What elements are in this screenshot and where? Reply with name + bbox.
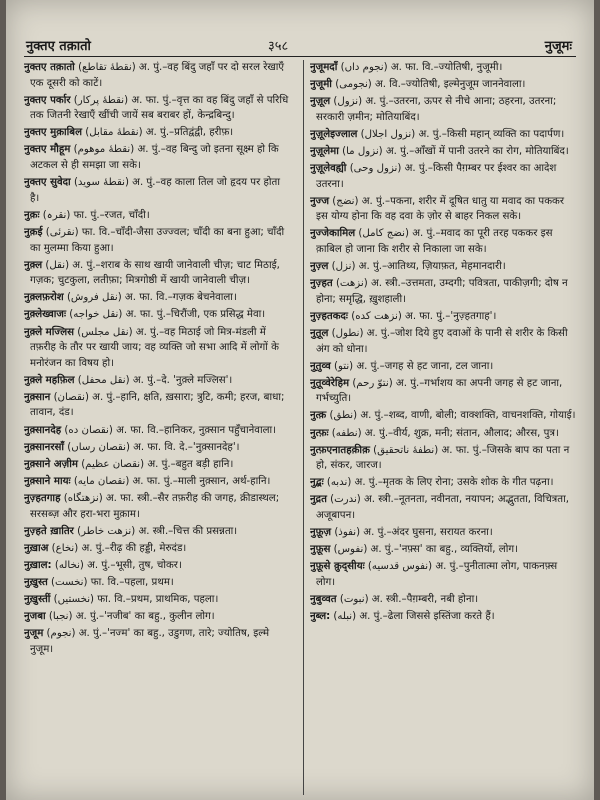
entry-headword: नुख़ुस्त xyxy=(24,576,48,588)
entry-headword: नुद्बः xyxy=(310,477,324,489)
entry-definition: (نقل فروش) अ. फा. वि.–गज़क बेचनेवाला। xyxy=(63,292,237,304)
entry-definition: (نقل مجلس) अ. पुं.–वह मिठाई जो मित्र-मंडली में तफ़रीह के तौर पर खायी जाय; वह व्यक्ति जो सभा आदि में लोगों के मनोरंजन का विषय हो। xyxy=(30,326,279,369)
dictionary-entry xyxy=(24,423,292,439)
header-rule xyxy=(24,56,576,57)
entry-definition: (نزول) अ. पुं.–उतरना, ऊपर से नीचे आना; ठहरना, उतरना; सरकारी ज़मीन; मोतियाबिंद। xyxy=(316,96,557,123)
entry-definition: (ندرت) अ. स्त्री.–नूतनता, नवीनता, नयापन; अद्भुतता, विचित्रता, अजूबापन। xyxy=(316,494,569,522)
dictionary-entry xyxy=(310,309,578,325)
entry-headword: नुत्क़ xyxy=(310,410,327,422)
header-right-guide-word: नुजूमः xyxy=(544,39,572,54)
dictionary-entry xyxy=(310,77,578,93)
entry-headword: नुजूम xyxy=(24,628,44,640)
entry-headword: नुज़्हतकदः xyxy=(310,310,348,322)
entry-headword: नुक़्लेख्वाजः xyxy=(24,309,67,321)
entry-headword: नुजबा xyxy=(24,611,46,623)
entry-headword: नुज्जेकामिल xyxy=(310,228,356,240)
dictionary-entry xyxy=(310,475,578,491)
dictionary-entry xyxy=(24,524,292,540)
entry-definition: (نقصان رساں) अ. फा. वि. दे.–'नुक़्सानदेह'। xyxy=(64,441,240,453)
entry-headword: नुत्फ़ः xyxy=(310,427,329,439)
dictionary-entry xyxy=(24,307,292,323)
dictionary-entry xyxy=(310,259,578,275)
entry-headword: नुक्तए पर्कार xyxy=(24,94,71,106)
entry-definition: (نقصان ده) अ. फा. वि.–हानिकर, नुक़्सान पहुँचानेवाला। xyxy=(61,424,277,436)
entry-definition: (نزول وحی) अ. पुं.–किसी पैग़म्बर पर ईश्वर का आदेश उतरना। xyxy=(316,163,557,190)
entry-definition: (نزول اجلال) अ. पुं.–किसी महान् व्यक्ति का पदार्पण। xyxy=(357,128,565,140)
dictionary-entry xyxy=(310,376,578,407)
left-column xyxy=(24,60,292,795)
entry-headword: नुजूमी xyxy=(310,79,332,91)
dictionary-entry xyxy=(310,94,578,125)
dictionary-entry xyxy=(24,93,292,124)
entry-headword: नुख़ाल: xyxy=(24,559,52,571)
entry-definition: (نزل) अ. पुं.–आतिथ्य, ज़ियाफ़त, मेहमानदारी। xyxy=(328,261,506,273)
entry-definition: (نجوم) अ. पुं.–'नज्म' का बहु., उडुगण, तारे; ज्योतिष, इल्मे नुजूम। xyxy=(30,628,270,655)
entry-headword: नुक़्सानदेह xyxy=(24,424,62,436)
entry-headword: नुज़्हतगाह xyxy=(24,492,61,504)
entry-headword: नुक़्ले महफ़िल xyxy=(24,374,75,386)
entry-definition: (نتوّ رحم) अ. पुं.–गर्भाशय का अपनी जगह से हट जाना, गर्भच्युति। xyxy=(316,377,563,405)
entry-definition: (نقطهٔ مقابل) अ. पुं.–प्रतिद्वंद्वी, हरीफ़। xyxy=(82,127,234,139)
dictionary-entry xyxy=(24,373,292,389)
entry-headword: नुफ़ूसे क़ुद्सीयः xyxy=(310,561,365,573)
dictionary-entry xyxy=(310,525,578,541)
entry-headword: नुज़्हते ख़ातिर xyxy=(24,525,74,537)
entry-definition: (نخستیں) फा. वि.–प्रथम, प्राथमिक, पहला। xyxy=(50,594,219,605)
entry-headword: नुफ़ूस xyxy=(310,544,331,556)
dictionary-entry xyxy=(24,609,292,625)
dictionary-entry xyxy=(24,592,292,608)
entry-definition: (نخاع) अ. पुं.–रीढ़ की हड्डी, मेरुदंड। xyxy=(48,542,187,554)
dictionary-entry xyxy=(24,175,292,206)
entry-definition: (نقرئی) फा. वि.–चाँदी-जैसा उज्ज्वल; चाँदी का बना हुआ; चाँदी का मुलम्मा किया हुआ। xyxy=(30,226,285,254)
entry-definition: (نفوس) अ. पुं.–'नफ़्स' का बहु., व्यक्तियों, लोग। xyxy=(330,544,518,556)
entry-headword: नुक़्ल xyxy=(24,259,43,271)
dictionary-entry xyxy=(24,541,292,557)
entry-headword: नुक़्ले मज्लिस xyxy=(24,326,75,338)
dictionary-entry xyxy=(24,208,292,224)
entry-headword: नुज़्हत xyxy=(310,278,333,290)
entry-definition: (ندبه) अ. पुं.–मृतक के लिए रोना; उसके शोक के गीत पढ़ना। xyxy=(323,477,554,489)
entry-headword: नुक़ई xyxy=(24,226,43,238)
entry-definition: (نجوم داں) अ. फा. वि.–ज्योतिषी, नुजूमी। xyxy=(337,62,503,73)
entry-headword: नुब्ल: xyxy=(310,611,331,623)
entry-definition: (نطفه) अ. पुं.–वीर्य, शुक्र, मनी; संतान, औलाद; औरस, पुत्र। xyxy=(328,427,559,439)
dictionary-entry xyxy=(24,474,292,490)
entry-definition: (نقل خواجه) अ. फा. पुं.–चिरौंजी, एक प्रसिद्ध मेवा। xyxy=(66,309,266,321)
dictionary-entry xyxy=(310,161,578,192)
entry-definition: (نقرہ) फा. पुं.–रजत, चाँदी। xyxy=(39,209,150,221)
entry-definition: (نقصان عظیم) अ. पुं.–बहुत बड़ी हानि। xyxy=(77,458,234,470)
dictionary-entry xyxy=(24,457,292,473)
entry-definition: (نزهتگاه) अ. फा. स्त्री.–सैर तफ़रीह की जगह, क्रीडास्थल; सरसब्ज़ और हरा-भरा मुक़ाम। xyxy=(30,492,280,520)
dictionary-entry xyxy=(310,443,578,474)
entry-headword: नुफ़ूज़ xyxy=(310,527,332,539)
entry-definition: (نفوس قدسیه) अ. पुं.–पुनीतात्मा लोग, पाकनफ़्स लोग। xyxy=(316,561,558,588)
dictionary-entry xyxy=(24,325,292,372)
entry-definition: (نقل محفل) अ. पुं.–दे. 'नुक़्ले मज्लिस'। xyxy=(74,374,233,386)
entry-definition: (نبله) अ. पुं.–ढेला जिससे इस्तिंजा करते हैं। xyxy=(330,611,495,623)
entry-definition: (نزول ما) अ. पुं.–आँखों में पानी उतरने का रोग, मोतियाबिंद। xyxy=(338,145,569,157)
dictionary-page xyxy=(6,0,594,800)
dictionary-entry xyxy=(310,359,578,375)
entry-headword: नुज़ूल xyxy=(310,96,331,108)
entry-headword: नुक़्सानरसाँ xyxy=(24,441,65,453)
entry-headword: नुद्रत xyxy=(310,494,327,506)
dictionary-entry xyxy=(24,575,292,591)
entry-definition: (نطول) अ. पुं.–जोश दिये हुए दवाओं के पानी से शरीर के किसी अंग को धोना। xyxy=(316,328,568,355)
dictionary-entry xyxy=(24,290,292,306)
entry-definition: (نخاله) अ. पुं.–भूसी, तुष, चोकर। xyxy=(51,559,182,571)
entry-headword: नुज़ूलेइज्लाल xyxy=(310,128,358,140)
dictionary-entry xyxy=(24,142,292,173)
entry-definition: (نضج کامل) अ. पुं.–मवाद का पूरी तरह पककर इस क़ाबिल हो जाना कि शरीर से निकाला जा सके। xyxy=(316,228,553,256)
dictionary-entry xyxy=(310,60,578,76)
entry-definition: (نضج) अ. पुं.–पकना, शरीर में दूषित धातु या मवाद का पककर इस योग्य होना कि वह दवा के ज़ोर से बाहर निकल सके। xyxy=(316,195,565,223)
entry-headword: नुख़ाअ xyxy=(24,542,49,554)
entry-headword: नुक़्साने अज़ीम xyxy=(24,458,78,470)
dictionary-entry xyxy=(24,225,292,256)
entry-definition: (نتو) अ. पुं.–जगह से हट जाना, टल जाना। xyxy=(330,360,494,372)
dictionary-entry xyxy=(24,60,292,91)
dictionary-entry xyxy=(310,276,578,307)
entry-headword: नुक़्लफ़रोश xyxy=(24,292,64,304)
entry-headword: नुबुव्वत xyxy=(310,594,337,605)
page-number: ३५८ xyxy=(268,39,289,54)
entry-definition: (نزهت کده) अ. फा. पुं.–'नुज़्हतगाह'। xyxy=(348,310,497,322)
dictionary-entry xyxy=(24,390,292,421)
entry-headword: नुज्ज xyxy=(310,195,330,207)
entry-definition: (نقطهٔ موهوم) अ. पुं.–वह बिन्दु जो इतना सूक्ष्म हो कि अटकल से ही समझा जा सके। xyxy=(30,144,279,172)
entry-headword: नुज़्ल xyxy=(310,261,329,273)
entry-definition: (نجومی) अ. वि.–ज्योतिषी, इल्मेनुजूम जाननेवाला। xyxy=(331,79,526,91)
entry-definition: (نزهت) अ. स्त्री.–उत्तमता, उम्दगी; पवित्रता, पाकीज़गी; दोष न होना; समृद्धि, ख़ुशहाली। xyxy=(316,278,568,305)
column-divider xyxy=(303,60,304,795)
dictionary-entry xyxy=(24,491,292,522)
dictionary-entry xyxy=(310,194,578,225)
entry-headword: नुक्तए तक़ातो xyxy=(24,62,75,73)
dictionary-entry xyxy=(310,127,578,143)
right-column xyxy=(310,60,578,795)
entry-headword: नुत़ुव्व xyxy=(310,360,331,372)
dictionary-entry xyxy=(310,408,578,424)
entry-definition: (نفوذ) अ. पुं.–अंदर घुसना, सरायत करना। xyxy=(331,527,493,539)
entry-definition: (نقطهٔ تقاطع) अ. पुं.–वह बिंदु जहाँ पर दो सरल रेखाएँ एक दूसरी को काटें। xyxy=(30,62,285,89)
entry-definition: (نقطهٔ سوید) अ. पुं.–वह काला तिल जो हृदय पर होता है। xyxy=(30,177,280,204)
entry-definition: (نقصان مایه) अ. फा. पुं.–माली नुक़्सान, अर्थ-हानि। xyxy=(70,475,271,487)
dictionary-entry xyxy=(24,626,292,657)
dictionary-entry xyxy=(310,609,578,625)
entry-definition: (نطق) अ. पुं.–शब्द, वाणी, बोली; वाक्शक्ति, वाचनशक्ति, गोयाई। xyxy=(326,410,576,422)
entry-definition: (نقطهٔ پرکار) अ. फा. पुं.–वृत्त का वह बिंदु जहाँ से परिधि तक जितनी रेखाएँ खींची जायें सब बराबर हों, केन्द्रबिन्दु। xyxy=(30,94,289,122)
page-header xyxy=(6,32,594,54)
entry-headword: नुक्तए सुवेदा xyxy=(24,177,71,189)
header-left-guide-word: नुक्तए तक़ातो xyxy=(26,39,91,54)
dictionary-entry xyxy=(310,426,578,442)
dictionary-entry xyxy=(24,258,292,289)
dictionary-entry xyxy=(310,326,578,357)
entry-headword: नुक्तए मौहूम xyxy=(24,144,71,156)
entry-headword: नुजूमदाँ xyxy=(310,62,338,73)
entry-definition: (نزهت خاطر) अ. स्त्री.–चित्त की प्रसन्नता। xyxy=(73,525,238,537)
entry-definition: (نبوت) अ. स्त्री.–पैग़म्बरी, नबी होना। xyxy=(336,594,479,605)
entry-headword: नुक्तए मुक़ाबिल xyxy=(24,127,83,139)
entry-headword: नुत़ूव्वेरेहिम xyxy=(310,377,350,389)
entry-headword: नुक़्सान xyxy=(24,391,51,403)
entry-headword: नुत़ूल xyxy=(310,328,329,339)
entry-definition: (نجبا) अ. पुं.–'नजीब' का बहु., कुलीन लोग। xyxy=(45,611,215,623)
entry-headword: नुज़ूलेवह्यी xyxy=(310,163,347,175)
entry-headword: नुत्फ़एनातहक़ीक़ xyxy=(310,444,370,456)
dictionary-entry xyxy=(310,226,578,257)
dictionary-entry xyxy=(310,559,578,590)
entry-headword: नुख़ुस्तीं xyxy=(24,594,51,605)
entry-definition: (نقصان) अ. पुं.–हानि, क्षति, ख़सारा; त्रुटि, कमी; हरज, बाधा; तावान, दंड। xyxy=(30,391,285,419)
dictionary-entry xyxy=(24,558,292,574)
entry-headword: नुक़ः xyxy=(24,209,40,221)
entry-headword: नुज़ूलेमा xyxy=(310,145,339,157)
entry-definition: (نطفهٔ ناتحقیق) अ. फा. पुं.–जिसके बाप का पता न हो, संकर, जारज। xyxy=(316,444,570,472)
dictionary-entry xyxy=(310,144,578,160)
entry-definition: (نقل) अ. पुं.–शराब के साथ खायी जानेवाली चीज़; चाट मिठाई, गज़क; चुटकुला, लतीफ़ा; मित्रगोष्ठी में खायी जानेवाली चीज़। xyxy=(30,259,280,287)
dictionary-entry xyxy=(24,440,292,456)
entry-definition: (نخست) फा. वि.–पहला, प्रथम। xyxy=(47,576,174,588)
dictionary-entry xyxy=(310,542,578,558)
entry-headword: नुक़्साने मायः xyxy=(24,475,71,487)
dictionary-entry xyxy=(310,592,578,608)
dictionary-entry xyxy=(310,492,578,523)
dictionary-entry xyxy=(24,125,292,141)
